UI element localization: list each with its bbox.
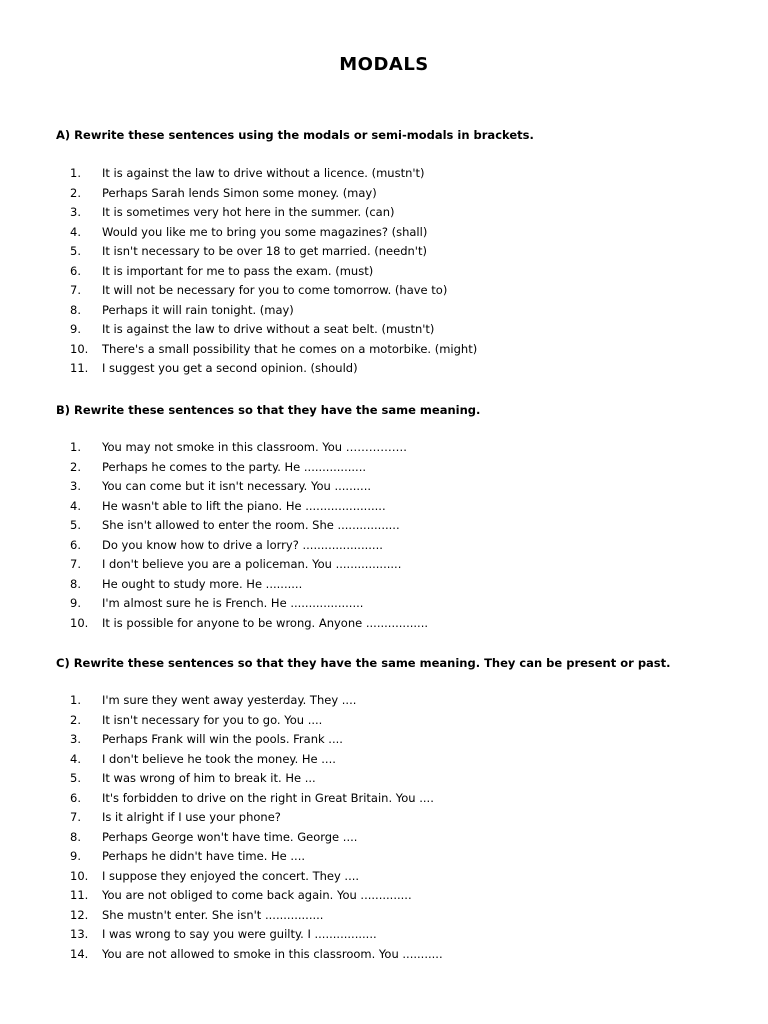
item-number: 3. [70,732,81,746]
item-number: 11. [70,888,89,902]
item-number: 1. [70,693,81,707]
item-number: 8. [70,576,81,591]
item-text: I suggest you get a second opinion. (should) [102,361,358,375]
item-text: There's a small possibility that he comes on a motorbike. (might) [102,341,478,356]
list-item [70,945,443,965]
item-number: 5. [70,518,81,532]
item-text: He ought to study more. He .......... [102,576,303,591]
list-item [70,730,443,750]
list-item [70,536,428,556]
item-text: It will not be necessary for you to come tomorrow. (have to) [102,283,448,297]
item-number: 9. [70,596,81,610]
item-text: I'm almost sure he is French. He .................... [102,596,364,610]
list-item [70,458,428,478]
item-text: It is against the law to drive without a licence. (mustn't) [102,166,425,180]
item-number: 6. [70,263,81,278]
list-item [70,886,443,906]
item-text: She mustn't enter. She isn't ................ [102,907,324,922]
item-text: You are not obliged to come back again. You .............. [102,888,412,902]
list-item [70,497,428,517]
item-number: 2. [70,185,81,200]
item-text: Perhaps it will rain tonight. (may) [102,302,294,317]
item-text: I'm sure they went away yesterday. They .... [102,693,357,707]
item-text: Perhaps he didn't have time. He .... [102,849,306,863]
list-item [70,614,428,634]
item-text: I suppose they enjoyed the concert. They .... [102,868,360,883]
item-text: It isn't necessary for you to go. You .... [102,712,323,727]
item-number: 12. [70,907,89,922]
list-item [70,711,443,731]
list-item [70,769,443,789]
item-number: 6. [70,790,81,805]
list-item [70,828,443,848]
list-item [70,301,477,321]
list-item [70,340,477,360]
item-number: 5. [70,771,81,785]
item-text: Perhaps George won't have time. George .... [102,829,358,844]
item-text: I was wrong to say you were guilty. I ................. [102,927,377,941]
item-number: 3. [70,205,81,219]
list-item [70,203,477,223]
item-number: 9. [70,849,81,863]
item-number: 8. [70,302,81,317]
list-item [70,516,428,536]
item-text: You may not smoke in this classroom. You ……………. [102,440,407,454]
item-number: 4. [70,498,81,513]
list-item [70,438,428,458]
list-item [70,184,477,204]
item-number: 2. [70,459,81,474]
item-text: It is sometimes very hot here in the summer. (can) [102,205,395,219]
item-number: 1. [70,440,81,454]
section-a-heading: A) Rewrite these sentences using the modals or semi-modals in brackets. [56,128,534,142]
item-number: 7. [70,557,81,571]
section-a-list [70,164,477,379]
section-c-heading: C) Rewrite these sentences so that they have the same meaning. They can be present or past. [56,656,671,670]
item-text: She isn't allowed to enter the room. She ................. [102,518,400,532]
item-text: I don't believe he took the money. He .... [102,751,336,766]
list-item [70,750,443,770]
list-item [70,808,443,828]
item-number: 10. [70,615,89,630]
item-text: It is important for me to pass the exam. (must) [102,263,374,278]
item-text: It is possible for anyone to be wrong. Anyone ................. [102,615,429,630]
item-number: 4. [70,224,81,239]
item-text: He wasn't able to lift the piano. He ...................... [102,498,386,513]
list-item [70,262,477,282]
item-text: Perhaps Frank will win the pools. Frank .... [102,732,343,746]
item-number: 8. [70,829,81,844]
section-b-heading: B) Rewrite these sentences so that they have the same meaning. [56,403,481,417]
item-number: 1. [70,166,81,180]
item-number: 14. [70,946,89,961]
list-item [70,925,443,945]
list-item [70,847,443,867]
list-item [70,575,428,595]
item-number: 2. [70,712,81,727]
list-item [70,594,428,614]
item-number: 7. [70,283,81,297]
list-item [70,223,477,243]
item-text: You can come but it isn't necessary. You .......... [102,479,372,493]
item-text: Do you know how to drive a lorry? ...................... [102,537,383,552]
item-text: It isn't necessary to be over 18 to get married. (needn't) [102,244,427,258]
item-text: It was wrong of him to break it. He ... [102,771,316,785]
list-item [70,164,477,184]
list-item [70,789,443,809]
list-item [70,477,428,497]
list-item [70,359,477,379]
item-number: 4. [70,751,81,766]
item-text: Is it alright if I use your phone? [102,810,281,824]
item-text: You are not allowed to smoke in this classroom. You ........... [102,946,443,961]
section-b-list [70,438,428,633]
list-item [70,691,443,711]
item-number: 3. [70,479,81,493]
item-number: 10. [70,868,89,883]
item-number: 10. [70,341,89,356]
item-text: I don't believe you are a policeman. You .................. [102,557,402,571]
item-number: 7. [70,810,81,824]
list-item [70,867,443,887]
item-text: Perhaps he comes to the party. He ................. [102,459,367,474]
page-title: MODALS [339,54,429,75]
item-text: It is against the law to drive without a seat belt. (mustn't) [102,322,435,336]
list-item [70,555,428,575]
section-c-list [70,691,443,964]
list-item [70,906,443,926]
list-item [70,242,477,262]
item-number: 9. [70,322,81,336]
list-item [70,320,477,340]
item-number: 6. [70,537,81,552]
item-text: Perhaps Sarah lends Simon some money. (may) [102,185,377,200]
item-number: 11. [70,361,89,375]
list-item [70,281,477,301]
item-text: Would you like me to bring you some magazines? (shall) [102,224,428,239]
item-number: 5. [70,244,81,258]
item-text: It's forbidden to drive on the right in Great Britain. You .... [102,790,434,805]
item-number: 13. [70,927,89,941]
